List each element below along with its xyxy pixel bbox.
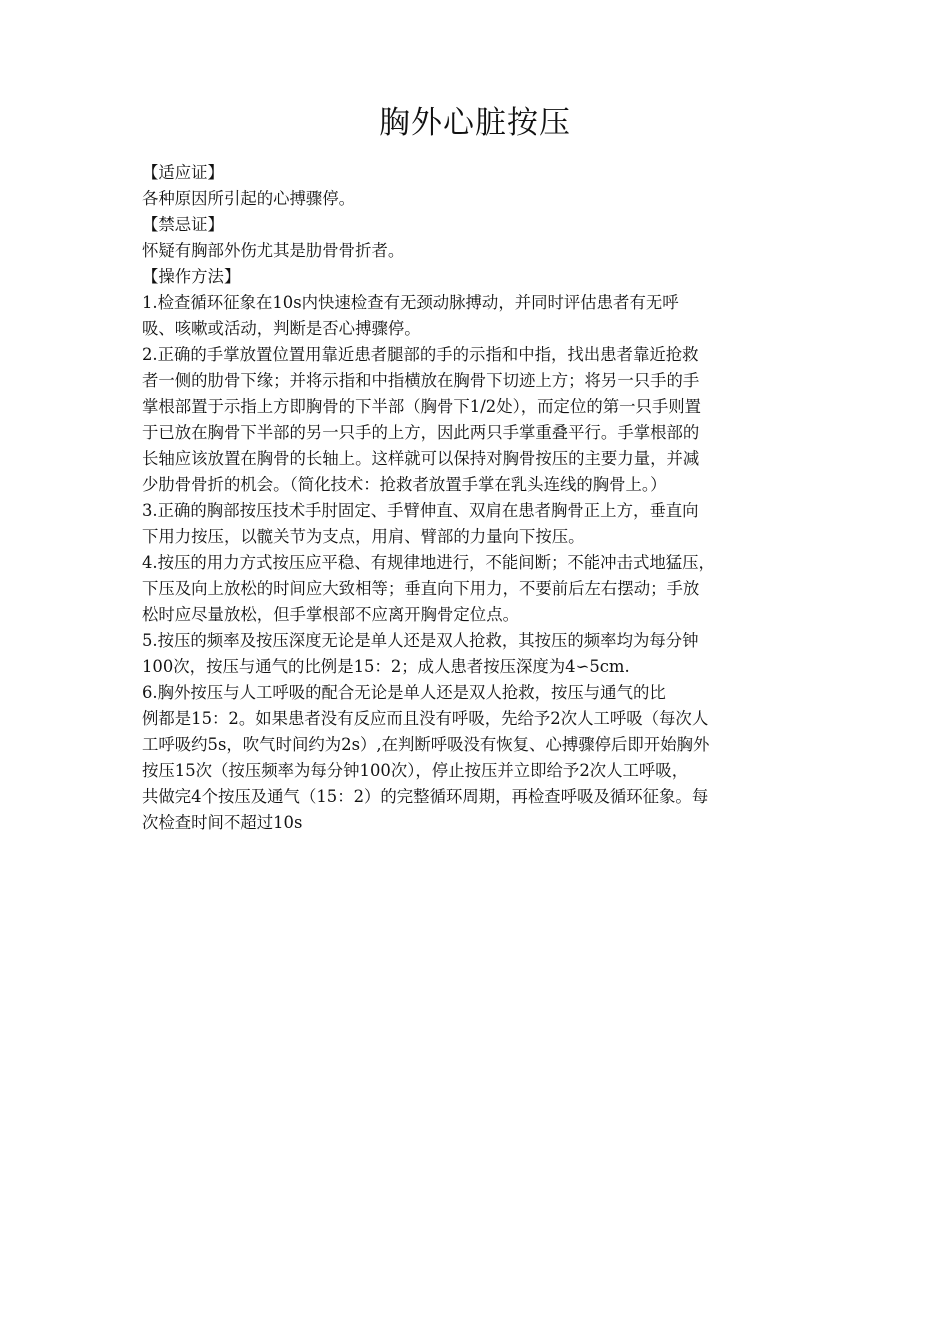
paragraph-line: 各种原因所引起的心搏骤停。 [142,189,356,208]
paragraph-line: 4.按压的用力方式按压应平稳、有规律地进行，不能间断；不能冲击式地猛压， [142,553,715,572]
paragraph-line: 例都是15：2。如果患者没有反应而且没有呼吸，先给予2次人工呼吸（每次人 [142,709,709,728]
section-heading-procedure: 【操作方法】 [142,267,241,286]
paragraph-line: 1.检查循环征象在10s内快速检查有无颈动脉搏动，并同时评估患者有无呼 [142,293,679,312]
paragraph-line: 次检查时间不超过10s [142,813,303,832]
paragraph-line: 长轴应该放置在胸骨的长轴上。这样就可以保持对胸骨按压的主要力量，并减 [142,449,700,468]
paragraph-line: 100次，按压与通气的比例是15：2；成人患者按压深度为4∽5cm. [142,657,630,676]
paragraph-line: 掌根部置于示指上方即胸骨的下半部（胸骨下1/2处），而定位的第一只手则置 [142,397,702,416]
paragraph-line: 下用力按压，以髋关节为支点，用肩、臂部的力量向下按压。 [142,527,585,546]
paragraph-line: 吸、咳嗽或活动，判断是否心搏骤停。 [142,319,421,338]
paragraph-line: 6.胸外按压与人工呼吸的配合无论是单人还是双人抢救，按压与通气的比 [142,683,666,702]
paragraph-line: 3.正确的胸部按压技术手肘固定、手臂伸直、双肩在患者胸骨正上方，垂直向 [142,501,699,520]
paragraph-line: 松时应尽量放松，但手掌根部不应离开胸骨定位点。 [142,605,519,624]
paragraph-line: 者一侧的肋骨下缘；并将示指和中指横放在胸骨下切迹上方；将另一只手的手 [142,371,700,390]
paragraph-line: 怀疑有胸部外伤尤其是肋骨骨折者。 [142,241,405,260]
paragraph-line: 共做完4个按压及通气（15：2）的完整循环周期，再检查呼吸及循环征象。每 [142,787,709,806]
paragraph-line: 下压及向上放松的时间应大致相等；垂直向下用力，不要前后左右摆动；手放 [142,579,700,598]
paragraph-line: 5.按压的频率及按压深度无论是单人还是双人抢救，其按压的频率均为每分钟 [142,631,699,650]
document-body [142,160,824,836]
paragraph-line: 少肋骨骨折的机会。（简化技术：抢救者放置手掌在乳头连线的胸骨上。） [142,475,667,494]
page-title: 胸外心脏按压 [379,105,571,141]
paragraph-line: 2.正确的手掌放置位置用靠近患者腿部的手的示指和中指，找出患者靠近抢救 [142,345,699,364]
paragraph-line: 于已放在胸骨下半部的另一只手的上方，因此两只手掌重叠平行。手掌根部的 [142,423,700,442]
section-heading-contraindications: 【禁忌证】 [142,215,224,234]
section-heading-indications: 【适应证】 [142,163,224,182]
paragraph-line: 工呼吸约5s，吹气时间约为2s）,在判断呼吸没有恢复、心搏骤停后即开始胸外 [142,735,710,754]
paragraph-line: 按压15次（按压频率为每分钟100次），停止按压并立即给予2次人工呼吸， [142,761,689,780]
